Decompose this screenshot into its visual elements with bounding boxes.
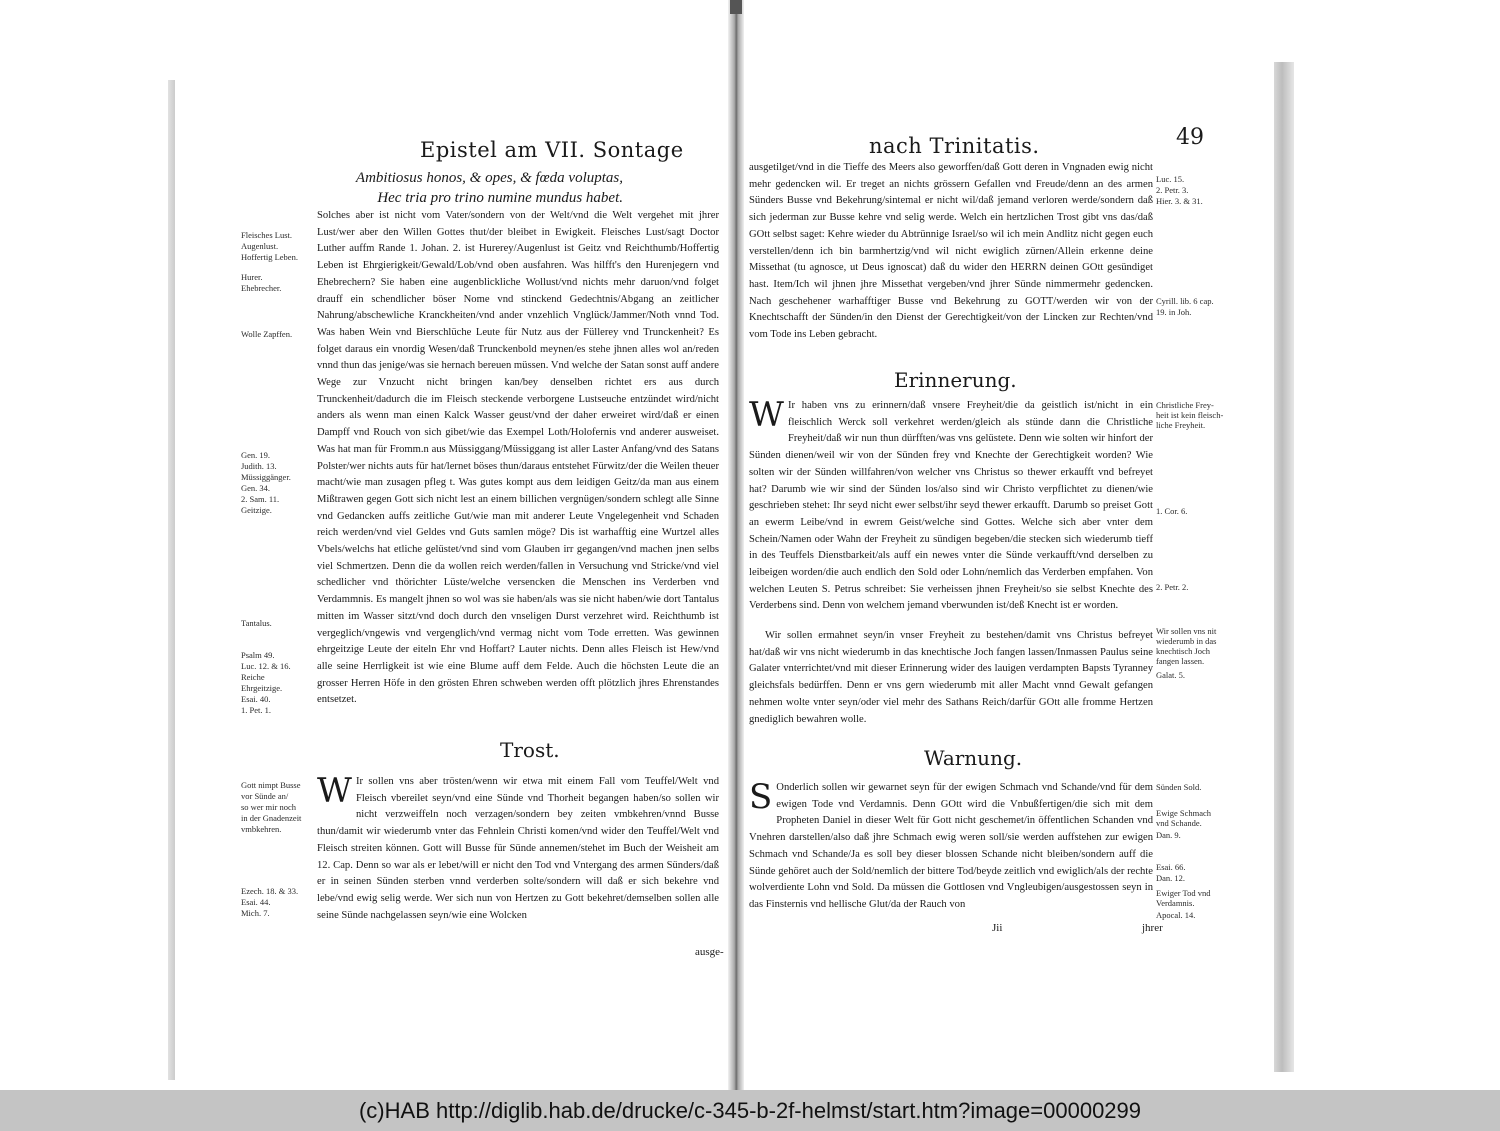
margin-note: 1. Pet. 1. [241, 705, 271, 715]
margin-note: knechtisch Joch [1156, 646, 1211, 656]
erinnerung-paragraph [749, 398, 1153, 628]
margin-note: Müssiggänger. [241, 472, 291, 482]
warnung-paragraph [749, 780, 1153, 932]
margin-note: Augenlust. [241, 241, 279, 251]
right-margin-notes [1156, 174, 1271, 1054]
margin-note: wiederumb in das [1156, 636, 1217, 646]
margin-note: Hurer. [241, 272, 263, 282]
margin-note: Geitzige. [241, 505, 272, 515]
footer-citation: (c)HAB http://diglib.hab.de/drucke/c-345-b-2f-helmst/start.htm?image=00000299 [358, 1098, 1142, 1123]
margin-note: so wer mir noch [241, 802, 297, 812]
drop-capital: W [317, 774, 352, 811]
margin-note: Fleisches Lust. [241, 230, 292, 240]
margin-note: 2. Sam. 11. [241, 494, 280, 504]
margin-note: Wolle Zapffen. [241, 329, 293, 339]
margin-note: 1. Cor. 6. [1156, 506, 1188, 516]
margin-note: Reiche [241, 672, 265, 682]
margin-note: Apocal. 14. [1156, 910, 1196, 920]
erinnerung-paragraph-2 [749, 628, 1153, 740]
margin-note: liche Freyheit. [1156, 420, 1206, 430]
margin-note: Esai. 40. [241, 694, 271, 704]
margin-note: Hier. 3. & 31. [1156, 196, 1203, 206]
margin-note: heit ist kein fleisch- [1156, 410, 1224, 420]
book-gutter [728, 0, 744, 1090]
margin-note: Tantalus. [241, 618, 272, 628]
right-running-head: nach Trinitatis. [869, 134, 1040, 158]
paragraph-text: Solches aber ist nicht vom Vater/sondern von der Welt/vnd die Welt vergehet mit jhrer Lust/wer aber den Willen Gottes thut/der bleibet in Ewigkeit. Fleisches Lust/sagt Doctor Luther auffm Rande 1. Johan. 2. ist Hurerey/Augenlust ist Geitz vnd Reichthumb/Hoffertig Leben ist Ehrgierigkeit/Gewald/Lob/vnd oben ausfahren. Was hilfft's den Hurenjegern vnd Ehebrechern? Sie haben eine augenblickliche Wollust/vnd nichts mehr daruon/vnd folget drauff ein schendlicher böser Nome vnd stinckend Gedechtnis/Abgang an zeitlicher Nahrung/abschewliche Kranckheiten/vnd ander vnzehlich Vnglück/Jammer/Noth vnnd Tod. Was haben Wein vnd Bierschlüche Leute für Nutz aus der Füllerey vnd Trunckenheit? Es folget daraus ein vnordig Wesen/daß Trunckenbold meynen/es stehe jhnen alles wol an/reden vnnd thun das jenige/was sie hernach bereuen müssen. Vnd welche der Satan sonst auff andere Wege zur Vnzucht nicht bringen kan/bey denselben richtet ers aus durch Trunckenheit/dadurch die im Fleisch steckende verborgene Lustseuche entzündet wird/nicht anders als wenn man einen Kalck Wasser geust/vnd der daher erweiret wird/daß er einen Dampff vnd Rouch von sich gibet/wie das Exempel Loth/Holofernis vnd anderer ausweiset. Was hat man für Fromm.n aus Müssiggang/Müssiggang ist aller Laster Anfang/vnd des Satans Polster/wer nichts auts für hat/lernet böses thun/daraus entstehet Fürwitz/der die Weilen theuer macht/wie man zusagen pfleg t. Was gutes kompt aus dem leidigen Geitz/da man aus einem Mißtrawen gegen Gott sich nicht lest an einem billichen vergnügen/sondern schlegt alle Sinne vnd Gedancken auffs zeitliche Gut/wie man mit anderer Leute Vngelegenheit vnd Schaden reich werden/vnd viel Geldes vnd Guts samlen möge? Dis ist warhafftig eine Wurtzel alles Vbels/welchs hat etliche gelüstet/vnd sind vom Glauben irr gegangen/vnd machen jnen selbs viel Schmertzen. Denn die da wollen reich werden/fallen in Versuchung vnd Stricke/vnd viel schedlicher vnd thörichter Lüste/welche versencken die Menschen ins Verderben vnd Verdammnis. Es mangelt jhnen so wol was sie haben/als was sie nicht haben/wie dort Tantalus mitten im Wasser sitzt/vnd doch durch den vnseligen Durst verzehret wird. Reichthumb ist vergeglich/vngewis vnd vergenglich/vnd vermag nicht vom Tode erretten. Was gewinnen ehrgeitzige Leute der eiteln Ehr vnd Hoffart? Lauter nichts. Denn alles Fleisch ist Hew/vnd alle seine Herrligkeit ist wie eine Blume auff dem Felde. Auch die höchsten Leute die an grosser Herren Höfe in den grösten Ehren schweben werden offt plötzlich jhres Ehrenstandes entsetzet. [317, 210, 719, 706]
margin-note: Dan. 9. [1156, 830, 1181, 840]
latin-motto [356, 168, 623, 208]
margin-note: 2. Petr. 2. [1156, 582, 1189, 592]
left-running-head: Epistel am VII. Sontage [420, 138, 684, 162]
motto-line-2: Hec tria pro trino numine mundus habet. [377, 190, 623, 206]
margin-note: Hoffertig Leben. [241, 252, 298, 262]
copyright-footer [0, 1090, 1500, 1131]
signature-mark: Jii [992, 922, 1003, 934]
margin-note: Ehebrecher. [241, 283, 282, 293]
catchword: ausge- [695, 946, 724, 958]
paragraph-text: ausgetilget/vnd in die Tieffe des Meers also geworffen/daß Gott deren in Vngnaden ewig nicht mehr gedencken wil. Er treget an nichts grössern Gefallen vnd Freude/denn an des armen Sünders Busse vnd Bekehrung/sintemal er nicht wil/daß jemand verloren werde/sondern daß sich jederman zur Busse kehre vnd selig werde. Welch ein hertzlichen Trost gibt vns das/daß GOtt selbst saget: Kehre wieder du Abtrünnige Israel/so wil ich mein Andlitz nicht gegen euch verstellen/denn ich bin barmhertzig/vnd wil nicht ewiglich zürnen/Allein erkenne deine Missethat (tu agnosce, ut Deus ignoscat) daß du wider den HERRN deinen GOtt gesündiget hast. Item/Ich wil jhnen jhre Missethat vergeben/vnd jhrer Sünde nimmermehr gedencken. Nach geschehener warhafftiger Busse vnd Bekehrung zu GOTT/werden wir von der Knechtschafft der Sünden/in den Dienst der Gerechtigkeit/von der Lincken zur Rechten/vnd vom Tode ins Leben gebracht. [749, 162, 1153, 341]
margin-note: Christliche Frey- [1156, 400, 1214, 410]
right-top-paragraph [749, 160, 1153, 362]
margin-note: vmbkehren. [241, 824, 282, 834]
paragraph-text: Onderlich sollen wir gewarnet seyn für der ewigen Schmach vnd Schande/vnd für dem ewigen Tode vnd Verdamnis. Denn GOtt wird die Vnbußfertigen/die sich mit dem Propheten Daniel in dieser Welt für Gott nicht geschemet/in öffentlichen Schanden vnd Vnehren darstellen/also daß jhre Schmach ewig weren soll/sie werden auffstehen zur ewigen Schmach vnd Schande/Ja es soll bey dieser blossen Schande nicht bleiben/sondern auff die Sünde gehöret auch der Sold/nemlich der bittere Tod/beyde zeitlich vnd ewiglich/als der rechte wolverdiente Lohn vnd Sold. Da müssen die Gottlosen vnd Vngleubigen/ausgestossen seyn in das Finsternis vnd hellische Glut/da der Rauch von [749, 782, 1153, 910]
left-margin-notes [241, 230, 321, 918]
margin-note: Esai. 44. [241, 897, 271, 907]
paragraph-text: Ir haben vns zu erinnern/daß vnsere Freyheit/die da geistlich ist/nicht in ein fleischlich Werck soll verkehret werden/gleich als stünde dann die Christliche Freyheit/daß wir nun thun dürfften/was vns gelüstete. Denn wie solten wir hinfort der Sünden dienen/weil wir von der Sünden frey vnd Knechte der Gerechtigkeit worden? Wie solten wir der Sünden willfahren/von welcher vns Christus so thewer erkaufft vnd befreyet hat? Darumb wie wir sind der Sünden los/also sind wir Christo verpflichtet zu dienen/wie geschrieben stehet: Ihr seyd nicht ewer selbst/ihr seyd thewer erkaufft. Darumb so preiset Gott an ewerm Leibe/vnd in ewrem Geist/welche sind Gottes. Welche sich aber vnter dem Schein/Namen oder Wahn der Freyheit zu sündigen begeben/die stecken sich wiederumb tieff in des Teuffels Dienstbarkeit/als auff ein newes vnter die Sünde verkaufft/vnd derselben zu leibeigen worden/die auch endlich den Sold oder Lohn/nemlich das Verderben empfahen. Von welchen Leuten S. Petrus schreibet: Sie verheissen jhnen Freyheit/so sie selbst Knechte des Verderbens sind. Denn von welchem jemand vberwunden ist/deß Knecht ist er worden. [749, 400, 1153, 612]
margin-note: Galat. 5. [1156, 670, 1186, 680]
margin-note: Luc. 15. [1156, 174, 1185, 184]
gutter-clip [730, 0, 742, 14]
margin-note: fangen lassen. [1156, 656, 1205, 666]
margin-note: Verdamnis. [1156, 898, 1195, 908]
margin-note: 19. in Joh. [1156, 307, 1192, 317]
left-main-paragraph [317, 208, 719, 738]
motto-line-1: Ambitiosus honos, & opes, & fœda voluptas, [355, 170, 623, 186]
margin-note: Mich. 7. [241, 908, 270, 918]
margin-note: Esai. 66. [1156, 862, 1186, 872]
margin-note: Ehrgeitzige. [241, 683, 283, 693]
margin-note: Luc. 12. & 16. [241, 661, 291, 671]
section-heading-trost: Trost. [500, 738, 560, 762]
paragraph-text: Ir sollen vns aber trösten/wenn wir etwa mit einem Fall vom Teuffel/Welt vnd Fleisch vbereilet seyn/vnd eine Sünde vnd Thorheit begangen haben/so sollen wir nicht verzweiffeln noch verzagen/sondern bey zeiten vmbkehren/vnnd Busse thun/damit wir wiederumb vnter das Fehnlein Christi komen/vnd wider den Teuffel/Welt vnd Fleisch streiten können. Gott will Busse für Sünde annemen/stehet im Buch der Weisheit am 12. Cap. Denn so war als er lebet/will er nicht den Tod vnd Vntergang des armen Sünders/daß er in seinen Sünden sterben vnnd verderben solte/sondern will daß er sich bekehre vnd lebe/vnd ewig selig werde. Wer sich nun von Hertzen zu Gott bekehret/demselben sollen alle seine Sünde nachgelassen seyn/wie eine Wolcken [317, 776, 719, 921]
margin-note: Ezech. 18. & 33. [241, 886, 299, 896]
right-page [744, 62, 1274, 1072]
margin-note: Gen. 19. [241, 450, 271, 460]
margin-note: 2. Petr. 3. [1156, 185, 1189, 195]
margin-note: Gott nimpt Busse [241, 780, 301, 790]
section-heading-warnung: Warnung. [924, 746, 1023, 770]
margin-note: Psalm 49. [241, 650, 275, 660]
margin-note: Gen. 34. [241, 483, 271, 493]
page-number: 49 [1176, 125, 1204, 150]
drop-capital: W [749, 398, 784, 435]
paragraph-text: Wir sollen ermahnet seyn/in vnser Freyheit zu bestehen/damit vns Christus befreyet hat/daß wir vns nicht wiederumb in das knechtische Joch fangen lassen/Inmassen Paulus seine Galater vnterrichtet/vnd mit dieser Erinnerung wider des lauigen verdampten Bapsts Tyranney gleichsfals bedürffen. Denn er vns gern wiederumb mit aller Macht vnnd Gewalt gefangen nehmen wolte vnter seyn/oder viel mehr des Sathans Reich/darfür GOtt alle fromme Hertzen gnediglich bewahren wolle. [749, 630, 1153, 725]
left-page [175, 80, 735, 1080]
right-page-edge [1274, 62, 1294, 1072]
margin-note: Judith. 13. [241, 461, 277, 471]
trost-paragraph [317, 774, 719, 942]
section-heading-erinnerung: Erinnerung. [894, 368, 1017, 392]
margin-note: Sünden Sold. [1156, 782, 1202, 792]
margin-note: in der Gnadenzeit [241, 813, 302, 823]
margin-note: Dan. 12. [1156, 873, 1186, 883]
drop-capital: S [749, 780, 773, 817]
catchword: jhrer [1142, 922, 1163, 934]
margin-note: Ewiger Tod vnd [1156, 888, 1211, 898]
margin-note: vnd Schande. [1156, 818, 1202, 828]
margin-note: Ewige Schmach [1156, 808, 1211, 818]
margin-note: Cyrill. lib. 6 cap. [1156, 296, 1214, 306]
margin-note: Wir sollen vns nit [1156, 626, 1217, 636]
margin-note: vor Sünde an/ [241, 791, 289, 801]
